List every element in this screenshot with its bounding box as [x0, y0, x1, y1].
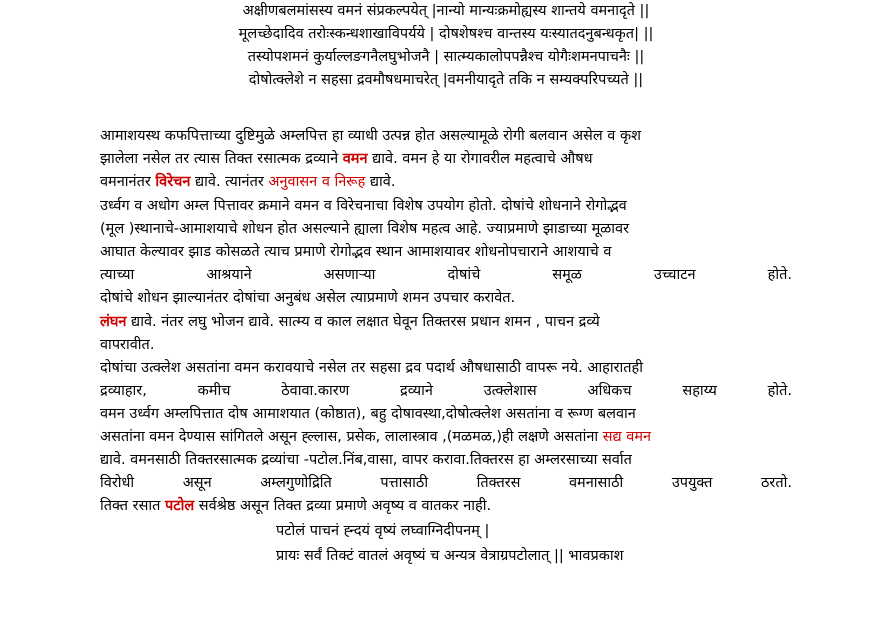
para1-line-1: आमाशयस्थ कफपित्ताच्या दुष्टिमुळे अम्लपित्त हा व्याधी उत्पन्न होत असल्यामूळे रोगी बलवान असेल व कृश	[100, 128, 641, 144]
para1-text: द्यावे.	[365, 174, 396, 190]
verse-line-2: मूलच्छेदादिव तरोःस्कन्धशाखाविपर्यये | दोषशेषश्च वान्तस्य यःस्यातदनुबन्धकृत| ||	[238, 26, 654, 42]
para2-line-3: आघात केल्यावर झाड कोसळते त्याच प्रमाणे रोगोद्भव स्थान आमाशयावर शोधनोपचाराने आशयाचे व	[100, 244, 612, 260]
quote-line-1: पटोलं पाचनं ह्न्दयं वृष्यं लघ्वाग्निदीपनम् |	[276, 523, 490, 539]
para2-line-2: (मूल )स्थानाचे-आमाशयाचे शोधन होत असल्याने ह्याला विशेष महत्व आहे. ज्याप्रमाणे झाडाच्या मूळावर	[100, 221, 630, 237]
highlight-anuvasan-niruh: अनुवासन व निरूह	[268, 174, 366, 190]
para4-line-3: वमन उर्ध्वग अम्लपित्तात दोष आमाशयात (कोष्ठात), बहु दोषावस्था,दोषोत्क्लेश असतांना व रूग्ण बलवान	[100, 406, 636, 422]
para1-text: द्यावे. वमन हे या रोगावरील महत्वाचे औषध	[367, 151, 593, 167]
para4-text: तिक्त रसात	[100, 498, 166, 514]
para3-line-2: वापरावीत.	[100, 337, 155, 353]
para2-line-5: दोषांचे शोधन झाल्यानंतर दोषांचा अनुबंध असेल त्याप्रमाणे शमन उपचार करावेत.	[100, 290, 516, 306]
para1-text: झालेला नसेल तर त्यास तिक्त रसात्मक द्रव्याने	[100, 151, 343, 167]
highlight-patol: पटोल	[165, 498, 195, 514]
para4-line-1: दोषांचा उत्क्लेश असतांना वमन करावयाचे नसेल तर सहसा द्रव पदार्थ औषधासाठी वापरू नये. आहारातही	[100, 360, 644, 376]
highlight-sadya-vaman: सद्य वमन	[602, 429, 652, 445]
para4-text: सर्वश्रेष्ठ असून तिक्त द्रव्या प्रमाणे अवृष्य व वातकर नाही.	[194, 498, 492, 514]
para4-line-7	[100, 495, 792, 517]
highlight-langhan: लंघन	[100, 314, 127, 330]
para1-line-3	[100, 171, 792, 193]
para2-line-1: उर्ध्वग व अधोग अम्ल पित्तावर क्रमाने वमन व विरेचनाचा विशेष उपयोग होतो. दोषांचे शोधनाने रोगोद्भव	[100, 198, 627, 214]
para4-text: असतांना वमन देण्यास सांगितले असून ह्ल्लास, प्रसेक, लालास्त्राव ,(मळमळ,)ही लक्षणे असतांना	[100, 429, 603, 445]
para4-line-6: विरोधी असून अम्लगुणोद्रिति पत्तासाठी तिक्तरस वमनासाठी उपयुक्त ठरतो.	[100, 475, 792, 491]
quote-line-2: प्रायः सर्वं तिक्टं वातलं अवृष्यं च अन्यत्र वेत्राग्रपटोलात् || भावप्रकाश	[276, 548, 624, 564]
para4-line-4	[100, 426, 792, 448]
para3-line-1	[100, 311, 792, 333]
para1-text: द्यावे. त्यानंतर	[190, 174, 269, 190]
para1-text: वमनानंतर	[100, 174, 156, 190]
verse-line-3: तस्योपशमनं कुर्याल्लङगनैलघुभोजनै | सात्म्यकालोपपन्नैश्च योगैःशमनपाचनैः ||	[247, 49, 645, 65]
para1-line-2	[100, 148, 792, 170]
verse-line-4: दोषोत्क्लेशे न सहसा द्रवमौषधमाचरेत् |वमनीयादृते तकि न सम्यक्परिपच्यते ||	[248, 72, 644, 88]
verse-line-1: अक्षीणबलमांसस्य वमनं संप्रकल्पयेत् |नान्यो मान्यःक्रमोह्यस्य शान्तये वमनादृते ||	[242, 3, 650, 19]
para3-text: द्यावे. नंतर लघु भोजन द्यावे. सात्म्य व काल लक्षात घेवून तिक्तरस प्रधान शमन , पाचन द्रव्ये	[126, 314, 600, 330]
highlight-vaman: वमन	[342, 151, 368, 167]
para4-line-5: द्यावे. वमनसाठी तिक्तरसात्मक द्रव्यांचा -पटोल.निंब,वासा, वापर करावा.तिक्तरस हा अम्लरसाच्या सर्वात	[100, 452, 632, 468]
para4-line-2: द्रव्याहार, कमीच ठेवावा.कारण द्रव्याने उत्क्लेशास अधिकच सहाय्य होते.	[100, 383, 792, 399]
highlight-virechan: विरेचन	[155, 174, 191, 190]
para2-line-4: त्याच्या आश्रयाने असणाऱ्या दोषांचे समूळ उच्चाटन होते.	[100, 267, 792, 283]
